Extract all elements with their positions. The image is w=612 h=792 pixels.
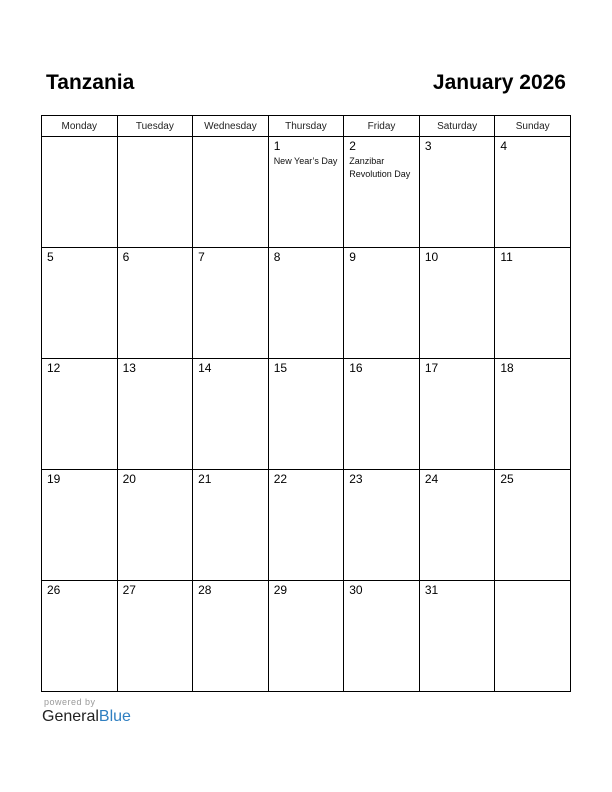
weekday-header: Monday bbox=[42, 116, 118, 137]
week-row bbox=[42, 359, 571, 470]
day-number: 25 bbox=[500, 472, 514, 486]
day-number: 24 bbox=[424, 472, 439, 486]
month-year-title: January 2026 bbox=[432, 71, 566, 94]
day-cell bbox=[117, 137, 193, 248]
weekday-header: Thursday bbox=[268, 116, 344, 137]
day-cell bbox=[193, 581, 269, 692]
weekday-header: Wednesday bbox=[193, 116, 269, 137]
day-cell bbox=[419, 137, 495, 248]
day-number: 21 bbox=[198, 472, 212, 486]
day-cell bbox=[419, 359, 495, 470]
day-cell bbox=[117, 581, 193, 692]
day-number: 31 bbox=[424, 583, 439, 597]
brand-general-text: General bbox=[42, 708, 99, 725]
day-number: 10 bbox=[424, 250, 439, 264]
day-number: 26 bbox=[47, 583, 61, 597]
day-number: 27 bbox=[122, 583, 136, 597]
day-cell bbox=[268, 248, 344, 359]
day-cell bbox=[419, 581, 495, 692]
day-cell bbox=[42, 581, 118, 692]
day-number: 14 bbox=[198, 361, 212, 375]
day-number: 2 bbox=[349, 139, 356, 153]
day-cell bbox=[117, 470, 193, 581]
day-number: 7 bbox=[198, 250, 205, 264]
day-number: 20 bbox=[122, 472, 136, 486]
day-number: 13 bbox=[122, 361, 136, 375]
generalblue-logo[interactable] bbox=[42, 708, 131, 726]
day-number bbox=[42, 137, 117, 139]
day-cell bbox=[117, 359, 193, 470]
day-cell bbox=[268, 470, 344, 581]
day-cell bbox=[193, 248, 269, 359]
weekday-header: Saturday bbox=[419, 116, 495, 137]
day-cell bbox=[495, 248, 571, 359]
holiday-label: New Year’s Day bbox=[273, 156, 338, 166]
day-number: 12 bbox=[47, 361, 61, 375]
day-number: 30 bbox=[349, 583, 363, 597]
country-title: Tanzania bbox=[46, 71, 135, 94]
day-cell bbox=[344, 359, 420, 470]
day-cell bbox=[193, 359, 269, 470]
day-number: 18 bbox=[500, 361, 514, 375]
day-number: 19 bbox=[47, 472, 61, 486]
day-cell bbox=[268, 137, 344, 248]
day-number bbox=[118, 137, 193, 139]
holiday-label: Zanzibar Revolution Day bbox=[349, 156, 411, 179]
day-cell bbox=[117, 248, 193, 359]
day-cell bbox=[268, 359, 344, 470]
day-cell bbox=[495, 581, 571, 692]
weekday-header: Tuesday bbox=[117, 116, 193, 137]
day-cell bbox=[344, 137, 420, 248]
day-number: 23 bbox=[349, 472, 363, 486]
day-number: 15 bbox=[273, 361, 288, 375]
day-number: 6 bbox=[122, 250, 130, 264]
week-row bbox=[42, 470, 571, 581]
day-number: 28 bbox=[198, 583, 212, 597]
day-cell bbox=[495, 137, 571, 248]
day-cell bbox=[42, 359, 118, 470]
week-row bbox=[42, 581, 571, 692]
day-cell bbox=[193, 137, 269, 248]
day-cell bbox=[193, 470, 269, 581]
day-cell bbox=[42, 470, 118, 581]
day-number: 11 bbox=[500, 250, 513, 264]
calendar-grid bbox=[41, 115, 571, 692]
day-number: 4 bbox=[500, 139, 508, 153]
day-cell bbox=[344, 470, 420, 581]
day-number bbox=[495, 581, 570, 583]
powered-by-label: powered by bbox=[44, 697, 96, 707]
week-row bbox=[42, 248, 571, 359]
day-number: 22 bbox=[273, 472, 288, 486]
day-number: 16 bbox=[349, 361, 363, 375]
day-cell bbox=[419, 248, 495, 359]
day-number: 3 bbox=[424, 139, 432, 153]
day-cell bbox=[344, 581, 420, 692]
weekday-header-row bbox=[42, 116, 571, 137]
day-cell bbox=[42, 248, 118, 359]
day-cell bbox=[495, 359, 571, 470]
day-number: 1 bbox=[273, 139, 281, 153]
day-number: 29 bbox=[273, 583, 288, 597]
day-number: 8 bbox=[273, 250, 281, 264]
brand-blue-text: Blue bbox=[98, 708, 131, 725]
day-number: 9 bbox=[349, 250, 356, 264]
day-cell bbox=[495, 470, 571, 581]
weekday-header: Friday bbox=[344, 116, 420, 137]
day-cell bbox=[344, 248, 420, 359]
day-number: 5 bbox=[47, 250, 54, 264]
day-cell bbox=[42, 137, 118, 248]
day-number bbox=[193, 137, 268, 139]
week-row bbox=[42, 137, 571, 248]
day-number: 17 bbox=[424, 361, 439, 375]
day-cell bbox=[268, 581, 344, 692]
weekday-header: Sunday bbox=[495, 116, 571, 137]
day-cell bbox=[419, 470, 495, 581]
